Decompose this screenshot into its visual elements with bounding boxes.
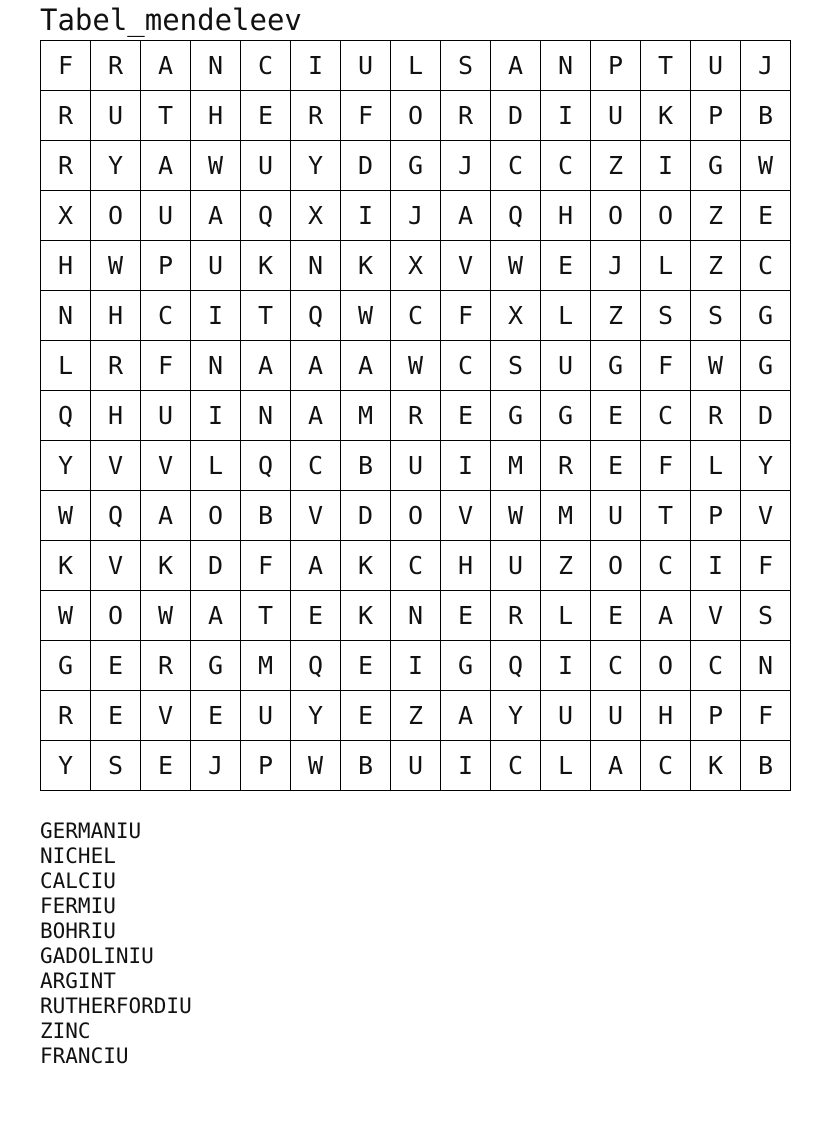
grid-cell: K — [241, 241, 291, 291]
grid-cell: E — [241, 91, 291, 141]
grid-cell: J — [591, 241, 641, 291]
grid-cell: U — [241, 691, 291, 741]
grid-cell: D — [191, 541, 241, 591]
grid-cell: Z — [591, 141, 641, 191]
grid-cell: N — [241, 391, 291, 441]
grid-cell: F — [241, 541, 291, 591]
grid-cell: W — [41, 591, 91, 641]
grid-cell: C — [591, 641, 641, 691]
grid-cell: U — [91, 91, 141, 141]
grid-cell: X — [391, 241, 441, 291]
grid-cell: F — [641, 341, 691, 391]
grid-cell: P — [691, 491, 741, 541]
grid-cell: H — [41, 241, 91, 291]
grid-cell: S — [741, 591, 791, 641]
grid-cell: G — [591, 341, 641, 391]
grid-cell: B — [341, 441, 391, 491]
grid-row — [41, 191, 791, 241]
grid-cell: U — [141, 191, 191, 241]
grid-cell: E — [441, 591, 491, 641]
grid-cell: L — [541, 591, 591, 641]
word-list-item: ARGINT — [40, 969, 116, 993]
grid-cell: A — [341, 341, 391, 391]
grid-cell: C — [291, 441, 341, 491]
grid-row — [41, 741, 791, 791]
grid-cell: L — [541, 291, 591, 341]
grid-cell: R — [91, 41, 141, 91]
grid-cell: U — [191, 241, 241, 291]
grid-cell: Z — [591, 291, 641, 341]
grid-cell: P — [241, 741, 291, 791]
grid-cell: C — [741, 241, 791, 291]
grid-cell: B — [741, 91, 791, 141]
grid-cell: K — [341, 241, 391, 291]
grid-cell: D — [341, 141, 391, 191]
grid-cell: K — [641, 91, 691, 141]
grid-cell: K — [41, 541, 91, 591]
grid-cell: U — [541, 691, 591, 741]
grid-cell: W — [41, 491, 91, 541]
grid-cell: V — [141, 441, 191, 491]
grid-cell: C — [641, 391, 691, 441]
grid-cell: E — [591, 591, 641, 641]
grid-row — [41, 441, 791, 491]
grid-cell: F — [141, 341, 191, 391]
grid-cell: N — [191, 41, 241, 91]
grid-cell: D — [341, 491, 391, 541]
grid-cell: H — [91, 391, 141, 441]
grid-cell: I — [441, 441, 491, 491]
grid-cell: U — [591, 491, 641, 541]
grid-cell: Q — [241, 441, 291, 491]
grid-cell: V — [741, 491, 791, 541]
grid-cell: F — [41, 41, 91, 91]
word-list-item: GADOLINIU — [40, 944, 154, 968]
grid-cell: O — [391, 91, 441, 141]
grid-cell: J — [441, 141, 491, 191]
page-title: Tabel_mendeleev — [40, 3, 302, 37]
grid-cell: W — [391, 341, 441, 391]
grid-cell: Q — [291, 291, 341, 341]
grid-cell: W — [491, 491, 541, 541]
grid-cell: U — [691, 41, 741, 91]
grid-cell: C — [641, 541, 691, 591]
grid-cell: J — [741, 41, 791, 91]
grid-cell: F — [741, 541, 791, 591]
grid-cell: H — [641, 691, 691, 741]
word-list-item: FRANCIU — [40, 1044, 129, 1068]
grid-cell: R — [41, 141, 91, 191]
grid-cell: I — [691, 541, 741, 591]
grid-cell: V — [91, 441, 141, 491]
grid-cell: E — [341, 641, 391, 691]
grid-cell: K — [341, 591, 391, 641]
grid-row — [41, 641, 791, 691]
grid-cell: E — [141, 741, 191, 791]
word-list-item: GERMANIU — [40, 819, 142, 843]
grid-cell: Q — [291, 641, 341, 691]
word-list-item: NICHEL — [40, 844, 116, 868]
grid-cell: L — [641, 241, 691, 291]
grid-cell: R — [691, 391, 741, 441]
grid-cell: T — [641, 491, 691, 541]
grid-cell: J — [391, 191, 441, 241]
grid-cell: X — [491, 291, 541, 341]
grid-cell: O — [91, 191, 141, 241]
grid-cell: O — [591, 541, 641, 591]
grid-cell: U — [391, 741, 441, 791]
grid-cell: O — [391, 491, 441, 541]
grid-cell: E — [341, 691, 391, 741]
grid-cell: L — [691, 441, 741, 491]
grid-cell: G — [541, 391, 591, 441]
grid-row — [41, 241, 791, 291]
grid-cell: Y — [291, 691, 341, 741]
grid-cell: I — [541, 641, 591, 691]
grid-row — [41, 391, 791, 441]
grid-cell: E — [441, 391, 491, 441]
grid-cell: S — [691, 291, 741, 341]
grid-cell: W — [141, 591, 191, 641]
grid-cell: B — [241, 491, 291, 541]
grid-cell: V — [291, 491, 341, 541]
grid-cell: Z — [691, 191, 741, 241]
grid-cell: X — [291, 191, 341, 241]
grid-cell: H — [441, 541, 491, 591]
grid-cell: Q — [491, 641, 541, 691]
grid-cell: A — [491, 41, 541, 91]
grid-cell: A — [191, 191, 241, 241]
grid-cell: N — [741, 641, 791, 691]
grid-cell: O — [591, 191, 641, 241]
grid-cell: P — [591, 41, 641, 91]
grid-cell: M — [241, 641, 291, 691]
grid-cell: U — [341, 41, 391, 91]
grid-cell: E — [191, 691, 241, 741]
grid-cell: I — [441, 741, 491, 791]
grid-row — [41, 141, 791, 191]
grid-cell: N — [391, 591, 441, 641]
grid-cell: O — [191, 491, 241, 541]
grid-cell: G — [691, 141, 741, 191]
grid-cell: S — [441, 41, 491, 91]
grid-cell: W — [691, 341, 741, 391]
grid-cell: R — [441, 91, 491, 141]
word-list-item: BOHRIU — [40, 919, 116, 943]
grid-cell: S — [491, 341, 541, 391]
grid-cell: T — [641, 41, 691, 91]
grid-cell: R — [541, 441, 591, 491]
grid-cell: K — [141, 541, 191, 591]
grid-cell: U — [491, 541, 541, 591]
grid-cell: G — [191, 641, 241, 691]
grid-row — [41, 341, 791, 391]
grid-cell: Z — [541, 541, 591, 591]
grid-cell: O — [641, 641, 691, 691]
grid-cell: E — [91, 641, 141, 691]
grid-cell: A — [441, 191, 491, 241]
grid-cell: W — [491, 241, 541, 291]
grid-cell: T — [241, 291, 291, 341]
grid-row — [41, 491, 791, 541]
grid-cell: I — [341, 191, 391, 241]
grid-cell: U — [391, 441, 441, 491]
grid-cell: E — [591, 391, 641, 441]
grid-cell: C — [641, 741, 691, 791]
grid-cell: R — [491, 591, 541, 641]
word-list-item: CALCIU — [40, 869, 116, 893]
grid-cell: W — [191, 141, 241, 191]
grid-cell: C — [241, 41, 291, 91]
grid-cell: Q — [241, 191, 291, 241]
grid-cell: A — [291, 391, 341, 441]
grid-cell: I — [291, 41, 341, 91]
grid-row — [41, 691, 791, 741]
grid-cell: C — [391, 291, 441, 341]
grid-cell: V — [691, 591, 741, 641]
grid-cell: R — [141, 641, 191, 691]
grid-cell: E — [741, 191, 791, 241]
grid-cell: E — [91, 691, 141, 741]
grid-cell: A — [141, 141, 191, 191]
grid-cell: Z — [691, 241, 741, 291]
grid-cell: F — [441, 291, 491, 341]
grid-cell: Q — [41, 391, 91, 441]
grid-row — [41, 541, 791, 591]
word-list — [40, 819, 192, 1069]
grid-cell: M — [541, 491, 591, 541]
grid-cell: A — [641, 591, 691, 641]
grid-cell: W — [741, 141, 791, 191]
grid-cell: U — [241, 141, 291, 191]
grid-row — [41, 291, 791, 341]
word-search-grid — [40, 40, 791, 791]
grid-cell: Y — [41, 441, 91, 491]
grid-cell: F — [741, 691, 791, 741]
grid-cell: C — [691, 641, 741, 691]
grid-cell: W — [91, 241, 141, 291]
grid-cell: S — [91, 741, 141, 791]
grid-cell: H — [191, 91, 241, 141]
grid-cell: Y — [491, 691, 541, 741]
grid-cell: I — [641, 141, 691, 191]
grid-cell: C — [441, 341, 491, 391]
grid-cell: C — [491, 741, 541, 791]
grid-cell: G — [391, 141, 441, 191]
grid-cell: E — [541, 241, 591, 291]
grid-cell: A — [291, 341, 341, 391]
grid-cell: R — [91, 341, 141, 391]
grid-cell: A — [241, 341, 291, 391]
grid-cell: P — [141, 241, 191, 291]
grid-row — [41, 41, 791, 91]
grid-cell: F — [341, 91, 391, 141]
grid-cell: R — [291, 91, 341, 141]
grid-cell: U — [541, 341, 591, 391]
grid-cell: G — [491, 391, 541, 441]
grid-cell: V — [91, 541, 141, 591]
grid-cell: G — [41, 641, 91, 691]
grid-cell: A — [591, 741, 641, 791]
grid-cell: N — [541, 41, 591, 91]
grid-cell: C — [491, 141, 541, 191]
grid-cell: N — [41, 291, 91, 341]
grid-cell: C — [141, 291, 191, 341]
grid-cell: K — [691, 741, 741, 791]
grid-cell: P — [691, 91, 741, 141]
grid-cell: B — [341, 741, 391, 791]
grid-row — [41, 591, 791, 641]
grid-cell: Q — [491, 191, 541, 241]
grid-cell: V — [441, 241, 491, 291]
grid-cell: R — [41, 91, 91, 141]
grid-cell: Y — [291, 141, 341, 191]
grid-cell: B — [741, 741, 791, 791]
grid-cell: F — [641, 441, 691, 491]
grid-cell: T — [141, 91, 191, 141]
grid-cell: I — [191, 291, 241, 341]
grid-cell: Y — [91, 141, 141, 191]
grid-cell: C — [541, 141, 591, 191]
grid-cell: L — [191, 441, 241, 491]
grid-cell: E — [291, 591, 341, 641]
grid-cell: V — [441, 491, 491, 541]
grid-cell: M — [491, 441, 541, 491]
grid-cell: S — [641, 291, 691, 341]
grid-cell: I — [191, 391, 241, 441]
grid-cell: N — [191, 341, 241, 391]
grid-cell: H — [91, 291, 141, 341]
grid-cell: M — [341, 391, 391, 441]
grid-cell: O — [91, 591, 141, 641]
grid-cell: A — [291, 541, 341, 591]
grid-cell: Y — [741, 441, 791, 491]
grid-cell: R — [391, 391, 441, 441]
grid-cell: P — [691, 691, 741, 741]
grid-cell: I — [391, 641, 441, 691]
grid-cell: U — [591, 91, 641, 141]
grid-row — [41, 91, 791, 141]
grid-cell: Z — [391, 691, 441, 741]
grid-cell: E — [591, 441, 641, 491]
grid-cell: O — [641, 191, 691, 241]
grid-cell: C — [391, 541, 441, 591]
word-list-item: FERMIU — [40, 894, 116, 918]
grid-cell: V — [141, 691, 191, 741]
grid-cell: H — [541, 191, 591, 241]
grid-cell: Q — [91, 491, 141, 541]
word-list-item: RUTHERFORDIU — [40, 994, 192, 1018]
grid-cell: D — [741, 391, 791, 441]
grid-cell: T — [241, 591, 291, 641]
grid-cell: G — [741, 291, 791, 341]
grid-cell: X — [41, 191, 91, 241]
grid-cell: J — [191, 741, 241, 791]
grid-cell: U — [591, 691, 641, 741]
grid-cell: A — [441, 691, 491, 741]
grid-cell: L — [391, 41, 441, 91]
grid-cell: K — [341, 541, 391, 591]
grid-cell: R — [41, 691, 91, 741]
grid-cell: U — [141, 391, 191, 441]
grid-cell: Y — [41, 741, 91, 791]
grid-cell: W — [291, 741, 341, 791]
grid-cell: D — [491, 91, 541, 141]
word-list-item: ZINC — [40, 1019, 91, 1043]
grid-cell: G — [741, 341, 791, 391]
grid-cell: L — [41, 341, 91, 391]
grid-cell: A — [141, 491, 191, 541]
grid-cell: A — [141, 41, 191, 91]
grid-cell: N — [291, 241, 341, 291]
grid-cell: L — [541, 741, 591, 791]
grid-cell: I — [541, 91, 591, 141]
grid-cell: G — [441, 641, 491, 691]
grid-cell: A — [191, 591, 241, 641]
grid-cell: W — [341, 291, 391, 341]
